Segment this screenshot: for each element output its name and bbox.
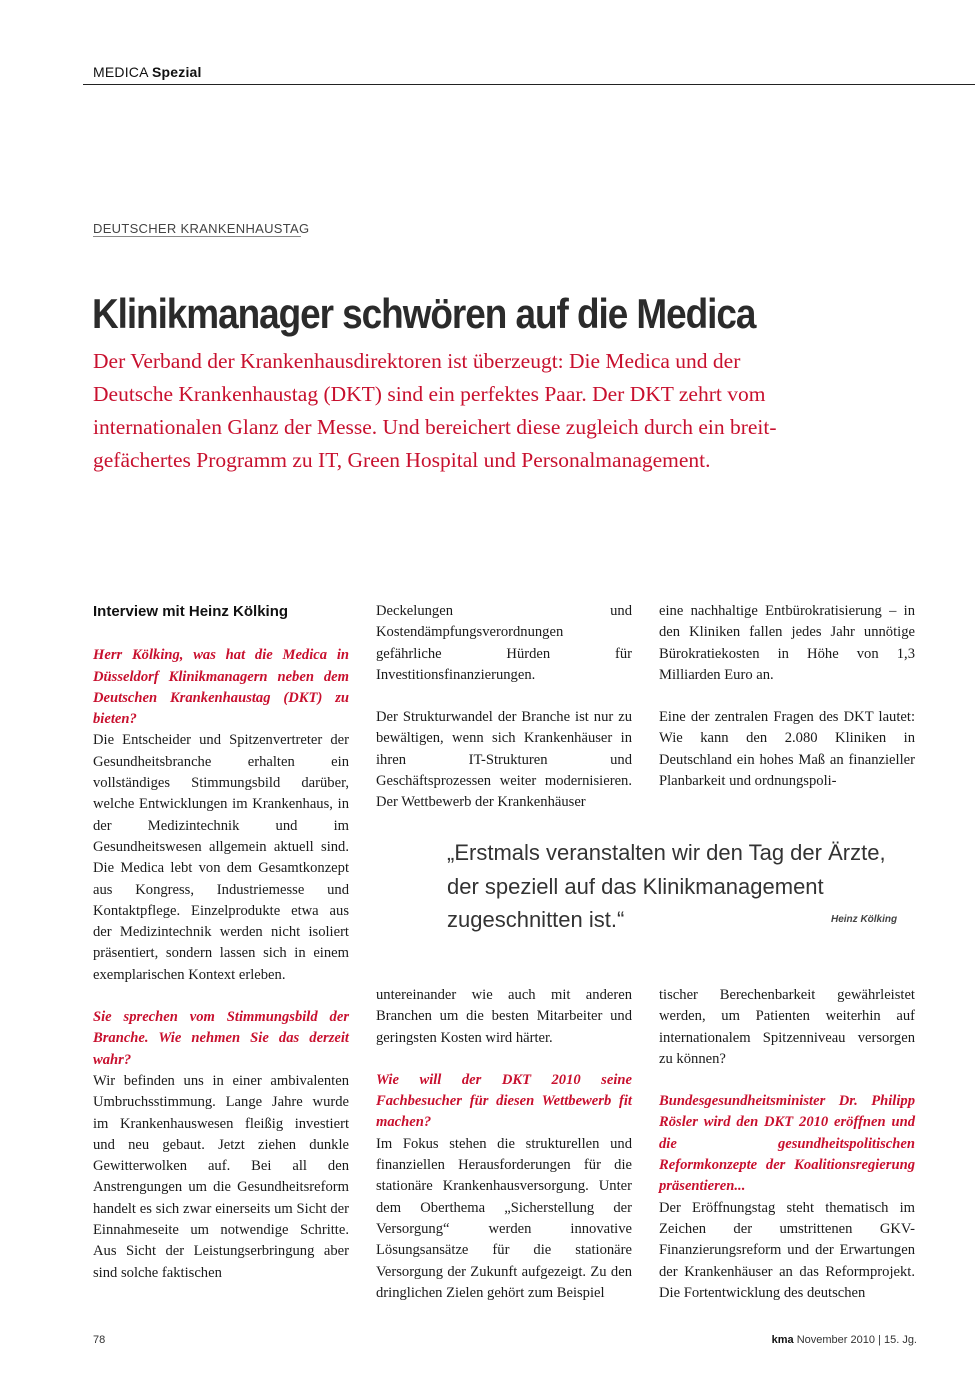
headline: Klinikmanager schwören auf die Medica (92, 290, 756, 338)
footer-volume: 15. Jg. (883, 1334, 917, 1346)
column-3-bottom (659, 985, 915, 1304)
lead-line: gefächertes Programm zu IT, Green Hospital und Personalmanagement. (93, 448, 711, 472)
pull-quote-line: der speziell auf das Klinikmanagement (447, 873, 824, 899)
lead-line: Der Verband der Krankenhausdirektoren ist überzeugt: Die Medica und der (93, 349, 741, 373)
paragraph: Eine der zentralen Fragen des DKT lautet: Wie kann den 2.080 Kliniken in Deutschland ein hohes Maß an finanzieller Planbarkeit und ordnungspoli- (659, 709, 915, 790)
footer-issue (772, 1334, 917, 1346)
interview-title: Interview mit Heinz Kölking (93, 603, 289, 620)
header-section-bold: Spezial (151, 64, 202, 80)
answer-1: Die Entscheider und Spitzenvertreter der Gesundheitsbranche erhalten ein vollständiges Stimmungsbild darüber, welche Entwicklungen im Krankenhaus, in der Medizintechnik und im Gesundheitswesen allgemein aktuell sind. Die Medica lebt von dem Gesamtkonzept aus Kongress, Industriemesse und Kontaktpflege. Einzelprodukte etwa aus der Medizintechnik werden nicht isoliert präsentiert, sondern lassen sich in einem exemplarischen Kontext erleben. (93, 732, 349, 983)
question-3: Wie will der DKT 2010 seine Fachbesucher für diesen Wettbewerb fit machen? (376, 1071, 632, 1131)
footer-brand: kma (771, 1334, 794, 1346)
pull-quote-author: Heinz Kölking (831, 914, 898, 925)
column-2-top (376, 601, 632, 814)
column-1 (93, 601, 349, 1284)
question-2: Sie sprechen vom Stimmungsbild der Branche. Wie nehmen Sie das derzeit wahr? (93, 1009, 349, 1068)
running-header (93, 64, 202, 80)
page-number: 78 (93, 1334, 106, 1346)
answer-2: Wir befinden uns in einer ambivalenten Umbruchsstimmung. Lange Jahre wurde im Krankenhauswesen fleißig investiert und neu gebaut. Jetzt ziehen dunkle Gewitterwolken auf. Bei all den Anstrengungen um die Gesundheitsreform handelt es sich zwar einerseits um Sicht der Einnahmeseite um notwendige Schritte. Aus Sicht der Leistungserbringung aber sind solche faktischen (93, 1072, 349, 1281)
paragraph: untereinander wie auch mit anderen Branchen um die besten Mitarbeiter und geringsten Kosten wird härter. (376, 987, 632, 1046)
answer-4: Der Eröffnungstag steht thematisch im Zeichen der umstrittenen GKV-Finanzierungsreform und der Erwartungen der Krankenhäuser an das Reformprojekt. Die Fortentwicklung des deutschen (659, 1199, 915, 1301)
paragraph: Deckelungen und Kostendämpfungsverordnungen gefährliche Hürden für Investitionsfinanzierungen. (376, 603, 632, 683)
question-4: Bundesgesundheitsminister Dr. Philipp Rösler wird den DKT 2010 eröffnen und die gesundheitspolitischen Reformkonzepte der Koalitionsregierung präsentieren... (659, 1093, 915, 1195)
footer-issue-date: November 2010 (796, 1334, 875, 1346)
pull-quote (447, 836, 886, 937)
header-rule (83, 84, 975, 85)
question-1: Herr Kölking, was hat die Medica in Düsseldorf Klinikmanagern neben dem Deutschen Krankenhaustag (DKT) zu bieten? (93, 647, 349, 728)
paragraph: eine nachhaltige Entbürokratisierung – in den Kliniken fallen jedes Jahr unnötige Bürokratiekosten in Höhe von 1,3 Milliarden Euro an. (659, 603, 915, 683)
answer-3: Im Fokus stehen die strukturellen und finanziellen Herausforderungen für die stationäre Krankenhausversorgung. Unter dem Oberthema „Sicherstellung der Versorgung“ werden innovative Lösungsansätze für die stationäre Versorgung der Zukunft aufgezeigt. Zu den dringlichen Zielen gehört zum Beispiel (376, 1135, 632, 1301)
footer-separator: | (878, 1334, 881, 1346)
paragraph: Der Strukturwandel der Branche ist nur zu bewältigen, wenn sich Krankenhäuser in ihren IT-Strukturen und Geschäftsprozessen weiter modernisieren. Der Wettbewerb der Krankenhäuser (376, 709, 632, 811)
lead-line: Deutsche Krankenhaustag (DKT) sind ein perfektes Paar. Der DKT zehrt vom (93, 382, 766, 406)
column-2-bottom (376, 985, 632, 1304)
pull-quote-line: „Erstmals veranstalten wir den Tag der Ärzte, (447, 840, 886, 865)
header-section: MEDICA (93, 64, 148, 80)
pull-quote-line: zugeschnitten ist.“ (447, 907, 625, 932)
lead-paragraph (93, 345, 833, 477)
kicker-underline (93, 236, 301, 237)
kicker: DEUTSCHER KRANKENHAUSTAG (93, 221, 310, 236)
lead-line: internationalen Glanz der Messe. Und bereichert diese zugleich durch ein breit- (93, 415, 777, 439)
column-3-top (659, 601, 915, 792)
paragraph: tischer Berechenbarkeit gewährleistet werden, um Patienten weiterhin auf internationalem Spitzenniveau versorgen zu können? (659, 987, 915, 1067)
